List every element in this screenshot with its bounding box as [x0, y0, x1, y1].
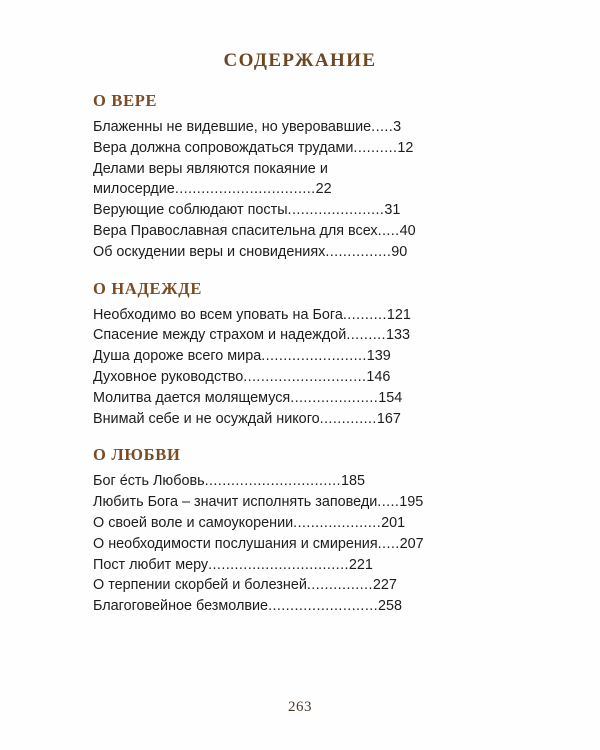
toc-entry[interactable]: [93, 367, 507, 388]
toc-entry-title: Благоговейное безмолвие: [93, 598, 269, 615]
toc-entry-title: Внимай себе и не осуждай никого: [93, 410, 320, 427]
toc-section: [93, 446, 507, 617]
toc-entry[interactable]: [93, 117, 507, 138]
toc-dot-leader: .....: [377, 494, 400, 511]
toc-entry[interactable]: [93, 534, 507, 555]
toc-dot-leader: .........: [346, 327, 386, 344]
toc-entry[interactable]: [93, 200, 507, 221]
toc-entry-page-number: 12: [397, 139, 414, 156]
toc-dot-leader: .............: [319, 410, 377, 427]
toc-section: [93, 92, 507, 263]
toc-entry-title: Необходимо во всем уповать на Бога: [93, 306, 343, 323]
toc-entry-title: Вера должна сопровождаться трудами: [93, 139, 354, 156]
toc-entry-list: [93, 305, 507, 430]
page-number-folio: 263: [288, 699, 312, 715]
toc-entry-page-number: 227: [372, 577, 397, 594]
toc-entry[interactable]: [93, 492, 507, 513]
toc-entry-page-number: 121: [386, 306, 411, 323]
toc-entry[interactable]: [93, 409, 507, 430]
toc-entry[interactable]: [93, 388, 507, 409]
toc-dot-leader: .........................: [268, 598, 379, 615]
toc-entry-title: О своей воле и самоукорении: [93, 514, 294, 531]
toc-dot-leader: ...............: [306, 577, 373, 594]
toc-dot-leader: ...............................: [204, 473, 341, 490]
toc-entry-list: [93, 471, 507, 617]
toc-dot-leader: ....................: [293, 514, 382, 531]
toc-entry-title: Молитва дается молящемуся: [93, 389, 291, 406]
toc-entry-title: Бог е́сть Любовь: [93, 473, 205, 490]
toc-entry-list: [93, 117, 507, 263]
toc-entry-title: Пост любит меру: [93, 556, 209, 573]
toc-entry[interactable]: [93, 513, 507, 534]
toc-entry-page-number: 258: [378, 598, 403, 615]
toc-entry-title: Любить Бога – значит исполнять заповеди: [93, 494, 378, 511]
toc-entry-title: Верующие соблюдают посты: [93, 202, 288, 219]
toc-dot-leader: .....: [377, 222, 400, 239]
section-heading: О ЛЮБВИ: [93, 445, 181, 465]
toc-entry-page-number: 40: [399, 222, 416, 239]
toc-entry[interactable]: [93, 471, 507, 492]
toc-section: [93, 280, 507, 430]
toc-dot-leader: ..........: [342, 306, 387, 323]
toc-entry[interactable]: [93, 159, 507, 201]
toc-dot-leader: ................................: [208, 556, 349, 573]
toc-dot-leader: ................................: [174, 181, 316, 198]
toc-dot-leader: ....................: [290, 389, 379, 406]
toc-entry-title: О терпении скорбей и болезней: [93, 577, 307, 594]
toc-entry-page-number: 195: [399, 494, 424, 511]
toc-entry[interactable]: [93, 596, 507, 617]
toc-dot-leader: ......................: [287, 202, 385, 219]
toc-entry-page-number: 154: [378, 389, 403, 406]
section-heading: О ВЕРЕ: [93, 91, 158, 110]
toc-dot-leader: .....: [371, 119, 394, 135]
toc-entry[interactable]: [93, 575, 507, 596]
page-title: СОДЕРЖАНИЕ: [223, 50, 377, 71]
toc-entry-title: Духовное руководство: [93, 368, 244, 385]
toc-entry[interactable]: [93, 555, 507, 576]
toc-entry-title: Спасение между страхом и надеждой: [93, 327, 347, 344]
toc-entry[interactable]: [93, 242, 507, 263]
toc-entry[interactable]: [93, 346, 507, 367]
toc-entry[interactable]: [93, 221, 507, 242]
toc-entry-title: Об оскудении веры и сновидениях: [93, 243, 326, 260]
toc-entry-title: Душа дороже всего мира: [93, 348, 262, 365]
toc-entry-page-number: 146: [366, 368, 391, 385]
toc-entry-page-number: 3: [393, 119, 402, 135]
toc-dot-leader: .....: [377, 535, 400, 552]
toc-entry[interactable]: [93, 138, 507, 159]
toc-entry-title: Делами веры являются покаяние и милосердие: [93, 160, 328, 198]
toc-dot-leader: ........................: [261, 348, 367, 365]
toc-entry-page-number: 31: [384, 202, 401, 219]
toc-entry-page-number: 167: [376, 410, 401, 427]
toc-entry-page-number: 22: [315, 181, 332, 198]
toc-dot-leader: ............................: [243, 368, 367, 385]
toc-entry-page-number: 90: [391, 243, 408, 260]
toc-dot-leader: ...............: [325, 243, 392, 260]
toc-entry-page-number: 133: [385, 327, 410, 344]
section-heading: О НАДЕЖДЕ: [93, 278, 203, 298]
toc-entry-title: Блаженны не видевшие, но уверовавшие: [93, 119, 372, 135]
toc-dot-leader: ..........: [353, 139, 398, 156]
toc-entry-title: О необходимости послушания и смирения: [93, 535, 378, 552]
toc-entry-page-number: 221: [348, 556, 373, 573]
toc-entry[interactable]: [93, 325, 507, 346]
toc-entry-page-number: 139: [366, 348, 391, 365]
toc-entry-page-number: 185: [340, 473, 365, 490]
toc-sections: [93, 92, 507, 617]
toc-entry-title: Вера Православная спасительна для всех: [93, 222, 378, 239]
toc-entry-page-number: 201: [381, 514, 406, 531]
toc-entry-page-number: 207: [399, 535, 424, 552]
toc-entry[interactable]: [93, 305, 507, 326]
